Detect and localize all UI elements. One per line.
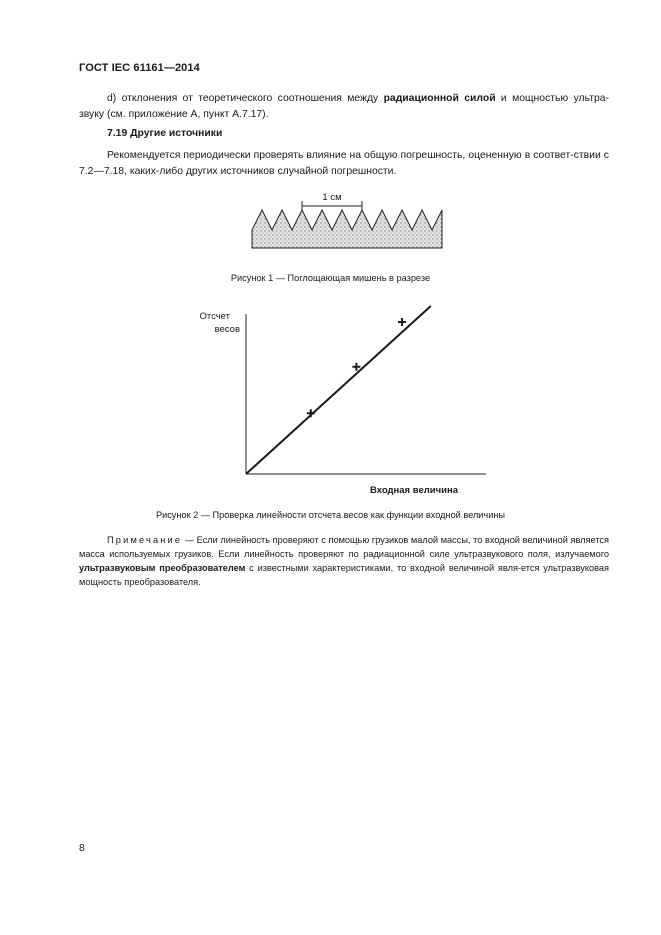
target-sawtooth-cross-section xyxy=(252,210,442,248)
data-point-3 xyxy=(398,318,406,326)
document-header: ГОСТ IEC 61161—2014 xyxy=(79,62,200,74)
note-term-transducer: ультразвуковым преобразователем xyxy=(79,563,246,573)
item-d-text-after: и мощностью ультра-звуку (см. приложение А, пункт А.7.17). xyxy=(79,93,609,120)
item-d-paragraph xyxy=(79,91,609,123)
figure2-linearity-chart xyxy=(195,298,495,498)
note-text-part2: с известными характеристиками, то входной величиной явля-ется ультразвуковая мощность преобразователя. xyxy=(79,563,609,587)
figure2-caption: Рисунок 2 — Проверка линейности отсчета весов как функции входной величины xyxy=(155,510,506,520)
figure1-caption: Рисунок 1 — Поглощающая мишень в разрезе xyxy=(230,273,431,283)
scale-bar-label: 1 см xyxy=(322,192,342,203)
figure1-absorbing-target xyxy=(240,186,450,266)
linearity-line xyxy=(246,306,431,474)
note-text-part1: Если линейность проверяют с помощью грузиков малой массы, то входной величиной является масса используемых грузиков. Если линейность проверяют по радиационной силе ультразвукового поля, излучаемого xyxy=(79,535,609,559)
note-label: Примечание xyxy=(107,535,183,545)
data-point-1 xyxy=(307,409,315,417)
y-axis-label-line1: Отсчет xyxy=(199,311,230,322)
y-axis-label-line2: весов xyxy=(214,324,240,335)
data-point-2 xyxy=(352,363,360,371)
section-paragraph: Рекомендуется периодически проверять влияние на общую погрешность, оцененную в соответ-ствии с 7.2—7.18, каких-либо других источников случайной погрешности. xyxy=(79,150,609,177)
x-axis-label: Входная величина xyxy=(370,485,458,496)
item-d-term-radiation-force: радиационной силой xyxy=(383,93,496,104)
page-number: 8 xyxy=(79,843,85,854)
section-heading: 7.19 Другие источники xyxy=(107,128,223,139)
note-paragraph xyxy=(79,533,609,589)
item-d-text-before: d) отклонения от теоретического соотношения между xyxy=(107,93,384,104)
note-dash: — xyxy=(182,535,197,545)
